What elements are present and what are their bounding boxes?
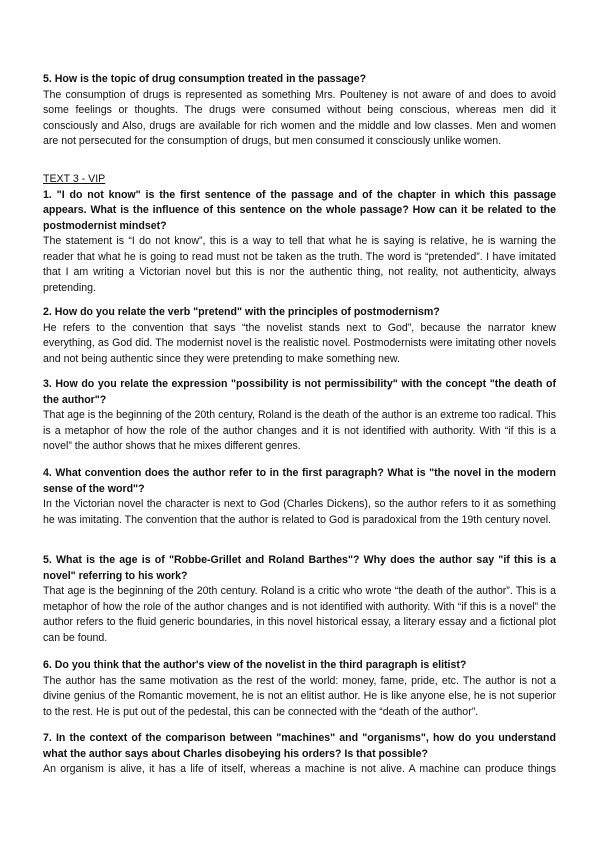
section-heading: TEXT 3 - VIP bbox=[43, 173, 106, 185]
question: 6. Do you think that the author's view of the novelist in the third paragraph is elitist? bbox=[43, 659, 467, 671]
question: 4. What convention does the author refer to in the first paragraph? What is "the novel in the modern sense of the word"? bbox=[43, 467, 556, 495]
answer: He refers to the convention that says “the novelist stands next to God”, because the narrator knew everything, as God did. The modernist novel is the realistic novel. Postmodernists were imitating other novels and not being authentic since they were pretending to make something new. bbox=[43, 321, 556, 365]
answer: That age is the beginning of the 20th century. Roland is a critic who wrote “the death of the author”. This is a metaphor of how the role of the author changes and is not identified with authority. With “if this is a novel” the author refers to the fluid generic boundaries, in this novel historical essay, a literary essay and a fictional plot can be found. bbox=[43, 585, 556, 644]
answer: That age is the beginning of the 20th century, Roland is the death of the author is an extreme too radical. This is a metaphor of how the role of the author changes and it is not identified with authority. With “if this is a novel” the author shows that he mixes different genres. bbox=[43, 409, 556, 452]
answer: An organism is alive, it has a life of itself, whereas a machine is not alive. A machine can produce things bbox=[43, 763, 556, 775]
question: 5. What is the age is of "Robbe-Grillet and Roland Barthes"? Why does the author say "if this is a novel" referring to his work? bbox=[43, 554, 556, 582]
answer: The consumption of drugs is represented as something Mrs. Poulteney is not aware of and does to avoid some feelings or thoughts. The drugs were consumed without being conscious, whereas men did it consciously and Also, drugs are available for rich women and the middle and low classes. Men and women are not persecuted for the consumption of drugs, but men consumed it consciously unlike women. bbox=[43, 88, 556, 147]
section-q7 bbox=[43, 731, 556, 778]
answer: The author has the same motivation as the rest of the world: money, fame, pride, etc. The author is not a divine genius of the Romantic movement, he is not an elitist author. He is like anyone else, he is not superior to the rest. He is put out of the pedestal, this can be connected with the “death of the author”. bbox=[43, 674, 556, 718]
question: 2. How do you relate the verb "pretend" with the principles of postmodernism? bbox=[43, 306, 440, 318]
question: 1. "I do not know" is the first sentence of the passage and of the chapter in which this passage appears. What is the influence of this sentence on the whole passage? How can it be related to the postmodernist mindset? bbox=[43, 188, 556, 232]
section-q4 bbox=[43, 466, 556, 528]
section-text3-q1 bbox=[43, 172, 556, 296]
section-q6 bbox=[43, 658, 556, 720]
answer: In the Victorian novel the character is next to God (Charles Dickens), so the author refers to it as something he was imitating. The convention that the author is related to God is paradoxical from the 19th century novel. bbox=[43, 498, 556, 526]
question: 3. How do you relate the expression "possibility is not permissibility" with the concept "the death of the author"? bbox=[43, 378, 556, 406]
section-q3 bbox=[43, 377, 556, 455]
question: 7. In the context of the comparison between "machines" and "organisms", how do you understand what the author says about Charles disobeying his orders? Is that possible? bbox=[43, 732, 556, 760]
section-q5-drugs bbox=[43, 72, 556, 150]
question: 5. How is the topic of drug consumption treated in the passage? bbox=[43, 73, 367, 85]
section-q2 bbox=[43, 305, 556, 367]
answer: The statement is “I do not know”, this is a way to tell that what he is saying is relative, he is warning the reader that what he is going to read must not be taken as the truth. The word is “pretended”. I have imitated that I am writing a Victorian novel but this is nor the authentic thing, not reality, not authenticity, always pretending. bbox=[43, 235, 556, 294]
section-q5-age bbox=[43, 553, 556, 646]
